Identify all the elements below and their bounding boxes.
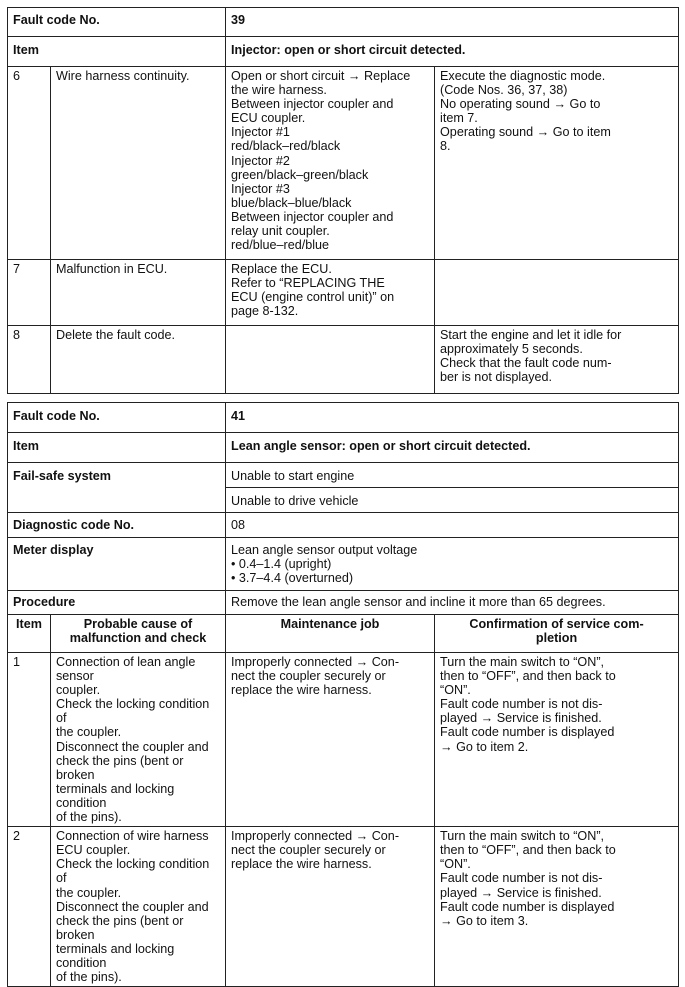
failsafe-value-2: Unable to drive vehicle — [226, 488, 679, 513]
meter-display-value: Lean angle sensor output voltage • 0.4–1.4 (upright) • 3.7–4.4 (overturned) — [226, 538, 679, 591]
row-number: 8 — [8, 326, 51, 394]
diagnostic-code-label: Diagnostic code No. — [8, 513, 226, 538]
table-row — [8, 326, 679, 394]
item-label: Item — [8, 37, 226, 67]
procedure-label: Procedure — [8, 591, 226, 615]
probable-cause: Connection of lean angle sensor coupler. Check the locking condition of the coupler. Disconnect the coupler and check the pins (bent or broken terminals and locking condition of the pins). — [51, 653, 226, 827]
column-header-job: Maintenance job — [226, 615, 435, 653]
row-number: 6 — [8, 67, 51, 260]
row-number: 7 — [8, 260, 51, 326]
row-number: 1 — [8, 653, 51, 827]
item-label: Item — [8, 433, 226, 463]
maintenance-job: Replace the ECU. Refer to “REPLACING THE ECU (engine control unit)” on page 8-132. — [226, 260, 435, 326]
fault-code-value: 39 — [226, 8, 679, 37]
fault-41-table — [7, 402, 679, 987]
fault-code-label: Fault code No. — [8, 8, 226, 37]
service-confirmation: Start the engine and let it idle for approximately 5 seconds. Check that the fault code num- ber is not displayed. — [435, 326, 679, 394]
failsafe-label: Fail-safe system — [8, 463, 226, 513]
table-row — [8, 260, 679, 326]
column-header-item: Item — [8, 615, 51, 653]
row-number: 2 — [8, 827, 51, 987]
probable-cause: Wire harness continuity. — [51, 67, 226, 260]
column-header-confirm: Confirmation of service com- pletion — [435, 615, 679, 653]
service-confirmation: Turn the main switch to “ON”, then to “OFF”, and then back to “ON”. Fault code number is not dis- played → Service is finished. Fault code number is displayed → Go to item 2. — [435, 653, 679, 827]
service-confirmation: Execute the diagnostic mode. (Code Nos. 36, 37, 38) No operating sound → Go to item 7. Operating sound → Go to item 8. — [435, 67, 679, 260]
maintenance-job: Improperly connected → Con- nect the coupler securely or replace the wire harness. — [226, 827, 435, 987]
table-row — [8, 67, 679, 260]
item-value: Lean angle sensor: open or short circuit detected. — [226, 433, 679, 463]
table-row — [8, 653, 679, 827]
column-header-cause: Probable cause of malfunction and check — [51, 615, 226, 653]
meter-display-label: Meter display — [8, 538, 226, 591]
fault-code-value: 41 — [226, 403, 679, 433]
fault-code-label: Fault code No. — [8, 403, 226, 433]
procedure-value: Remove the lean angle sensor and incline it more than 65 degrees. — [226, 591, 679, 615]
probable-cause: Malfunction in ECU. — [51, 260, 226, 326]
maintenance-job: Improperly connected → Con- nect the coupler securely or replace the wire harness. — [226, 653, 435, 827]
fault-39-table — [7, 7, 679, 394]
table-row — [8, 827, 679, 987]
service-confirmation — [435, 260, 679, 326]
maintenance-job: Open or short circuit → Replace the wire harness. Between injector coupler and ECU coupler. Injector #1 red/black–red/black Injector #2 green/black–green/black Injector #3 blue/black–blue/black Between injector coupler and relay unit coupler. red/blue–red/blue — [226, 67, 435, 260]
diagnostic-code-value: 08 — [226, 513, 679, 538]
maintenance-job — [226, 326, 435, 394]
probable-cause: Connection of wire harness ECU coupler. Check the locking condition of the coupler. Disconnect the coupler and check the pins (bent or broken terminals and locking condition of the pins). — [51, 827, 226, 987]
item-value: Injector: open or short circuit detected. — [226, 37, 679, 67]
probable-cause: Delete the fault code. — [51, 326, 226, 394]
service-confirmation: Turn the main switch to “ON”, then to “OFF”, and then back to “ON”. Fault code number is not dis- played → Service is finished. Fault code number is displayed → Go to item 3. — [435, 827, 679, 987]
failsafe-value-1: Unable to start engine — [226, 463, 679, 488]
